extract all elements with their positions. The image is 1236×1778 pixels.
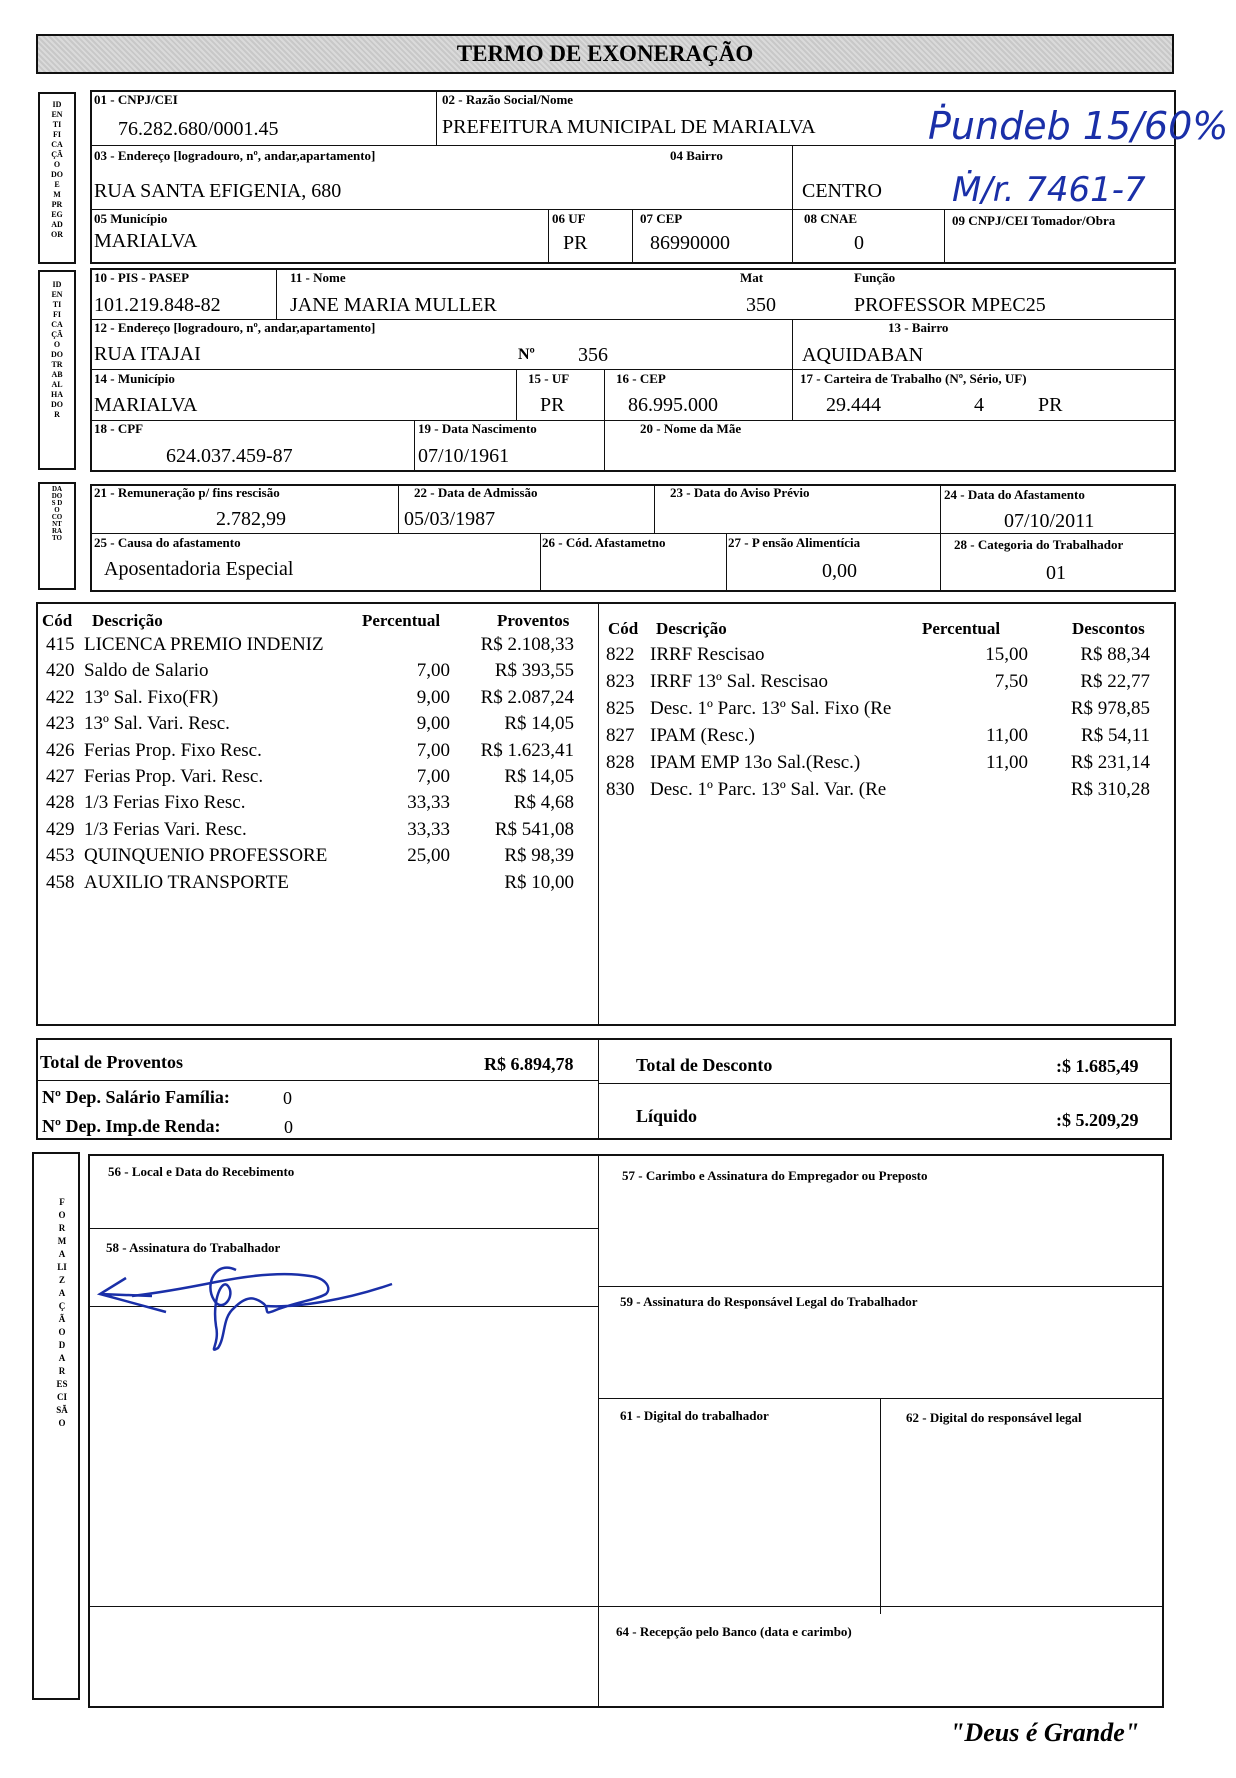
document-title: TERMO DE EXONERAÇÃO [36, 34, 1174, 74]
razao-label: 02 - Razão Social/Nome [442, 92, 574, 107]
provento-valor: R$ 2.108,33 [480, 634, 574, 655]
provento-cod: 427 [46, 766, 75, 787]
emp-municipio-label: 05 Município [94, 211, 168, 226]
wk-bairro-label: 13 - Bairro [888, 320, 949, 335]
desconto-valor: R$ 978,85 [1070, 698, 1150, 719]
dep-familia-value: 0 [283, 1088, 292, 1108]
desconto-cod: 827 [606, 725, 635, 746]
wk-municipio-value: MARIALVA [94, 394, 198, 416]
desconto-desc: IRRF Rescisao [650, 644, 765, 665]
provento-desc: 13º Sal. Fixo(FR) [84, 686, 219, 708]
provento-perc: 7,00 [416, 739, 450, 761]
afast-value: 07/10/2011 [1004, 510, 1095, 532]
emp-cep-label: 07 CEP [640, 211, 683, 226]
desconto-valor: R$ 54,11 [1081, 725, 1150, 746]
nome-label: 11 - Nome [290, 270, 346, 285]
desconto-perc: 11,00 [985, 752, 1028, 773]
worker-side-label: IDENTIFICAÇÃO DO TRABALHADOR [51, 280, 63, 419]
remun-label: 21 - Remuneração p/ fins rescisão [94, 485, 280, 500]
cod-afast-label: 26 - Cód. Afastametno [542, 535, 666, 550]
cpf-label: 18 - CPF [94, 421, 144, 436]
footer-motto: "Deus é Grande" [950, 1718, 1140, 1747]
provento-perc: 9,00 [416, 713, 450, 735]
handwritten-note-2: Ṁ/r. 7461-7 [952, 170, 1146, 210]
desc-h-cod: Cód [608, 619, 639, 638]
provento-valor: R$ 14,05 [504, 713, 574, 735]
provento-valor: R$ 10,00 [504, 871, 574, 893]
provento-valor: R$ 541,08 [494, 818, 574, 840]
pis-label: 10 - PIS - PASEP [94, 270, 190, 285]
admissao-value: 05/03/1987 [404, 508, 496, 530]
dep-familia-label: Nº Dep. Salário Família: [42, 1087, 230, 1107]
desconto-valor: R$ 88,34 [1080, 644, 1150, 665]
razao-value: PREFEITURA MUNICIPAL DE MARIALVA [442, 116, 816, 138]
nasc-value: 07/10/1961 [418, 445, 510, 467]
provento-desc: AUXILIO TRANSPORTE [84, 871, 289, 893]
provento-cod: 415 [46, 634, 75, 655]
mat-value: 350 [746, 294, 776, 316]
ctps-num: 29.444 [826, 394, 881, 416]
funcao-value: PROFESSOR MPEC25 [854, 294, 1046, 316]
categoria-value: 01 [1046, 562, 1066, 584]
desconto-cod: 830 [606, 779, 635, 800]
desc-h-perc: Percentual [922, 619, 1001, 638]
wk-bairro-value: AQUIDABAN [802, 344, 924, 366]
total-desconto-label: Total de Desconto [636, 1055, 773, 1075]
emp-bairro-value: CENTRO [802, 180, 882, 202]
wk-endereco-value: RUA ITAJAI [94, 343, 201, 365]
desconto-perc: 7,50 [994, 671, 1028, 692]
f62-label: 62 - Digital do responsável legal [906, 1410, 1082, 1425]
wk-uf-value: PR [540, 394, 565, 416]
aviso-label: 23 - Data do Aviso Prévio [670, 485, 810, 500]
emp-cep-value: 86990000 [650, 232, 730, 254]
provento-desc: Saldo de Salario [84, 660, 209, 682]
contract-side-label: DADOS DO CONTRATO [51, 485, 63, 542]
cnpj-label: 01 - CNPJ/CEI [94, 92, 178, 107]
categoria-label: 28 - Categoria do Trabalhador [954, 537, 1124, 552]
provento-valor: R$ 393,55 [494, 660, 574, 682]
nome-value: JANE MARIA MULLER [290, 294, 497, 316]
provento-valor: R$ 14,05 [504, 766, 574, 787]
desconto-cod: 822 [606, 644, 635, 665]
remun-value: 2.782,99 [216, 508, 286, 530]
emp-endereco-label: 03 - Endereço [logradouro, nº, andar,apartamento] [94, 148, 376, 163]
emp-bairro-label: 04 Bairro [670, 148, 723, 163]
desconto-desc: IRRF 13º Sal. Rescisao [650, 671, 828, 692]
total-desconto-value: :$ 1.685,49 [1056, 1056, 1139, 1076]
emp-endereco-value: RUA SANTA EFIGENIA, 680 [94, 180, 342, 202]
admissao-label: 22 - Data de Admissão [414, 485, 538, 500]
desconto-perc: 15,00 [985, 644, 1028, 665]
tomador-label: 09 CNPJ/CEI Tomador/Obra [952, 213, 1116, 228]
provento-cod: 423 [46, 713, 75, 735]
causa-value: Aposentadoria Especial [104, 558, 294, 580]
f61-label: 61 - Digital do trabalhador [620, 1408, 769, 1423]
provento-valor: R$ 98,39 [504, 845, 574, 867]
wk-uf-label: 15 - UF [528, 371, 570, 386]
provento-desc: 1/3 Ferias Vari. Resc. [84, 818, 247, 840]
provento-cod: 428 [46, 792, 75, 814]
provento-valor: R$ 2.087,24 [480, 686, 574, 708]
provento-desc: LICENCA PREMIO INDENIZ [84, 634, 324, 655]
wk-cep-label: 16 - CEP [616, 371, 666, 386]
funcao-label: Função [854, 270, 896, 285]
provento-perc: 7,00 [416, 766, 450, 787]
provento-perc: 7,00 [416, 660, 450, 682]
desconto-cod: 825 [606, 698, 635, 719]
provento-cod: 426 [46, 739, 75, 761]
cpf-value: 624.037.459-87 [166, 445, 293, 467]
employer-side-label: IDENTIFICAÇÃO DO EMPREGADOR [51, 100, 63, 239]
ctps-label: 17 - Carteira de Trabalho (Nº, Sério, UF) [800, 371, 1027, 386]
ctps-serie: 4 [974, 394, 984, 416]
prov-h-valor: Proventos [497, 611, 570, 630]
dep-renda-value: 0 [284, 1117, 293, 1137]
handwritten-note-1: Ṗundeb 15/60% [928, 104, 1229, 148]
provento-desc: QUINQUENIO PROFESSORE [84, 845, 328, 867]
provento-perc: 9,00 [416, 686, 450, 708]
formalization-side-label: FORMALIZAÇÃO DA RESCISÃO [56, 1197, 68, 1428]
desconto-cod: 823 [606, 671, 635, 692]
emp-uf-label: 06 UF [552, 211, 586, 226]
desconto-perc: 11,00 [985, 725, 1028, 746]
f58-label: 58 - Assinatura do Trabalhador [106, 1240, 281, 1255]
worker-signature [96, 1256, 406, 1356]
desc-h-valor: Descontos [1072, 619, 1145, 638]
wk-endereco-label: 12 - Endereço [logradouro, nº, andar,apartamento] [94, 320, 376, 335]
cnae-value: 0 [854, 232, 864, 254]
wk-municipio-label: 14 - Município [94, 371, 175, 386]
provento-perc: 25,00 [407, 845, 450, 867]
provento-desc: Ferias Prop. Fixo Resc. [84, 739, 262, 761]
liquido-label: Líquido [636, 1106, 698, 1126]
provento-cod: 458 [46, 871, 75, 893]
mae-label: 20 - Nome da Mãe [640, 421, 742, 436]
dep-renda-label: Nº Dep. Imp.de Renda: [42, 1116, 221, 1136]
prov-h-perc: Percentual [362, 611, 441, 630]
prov-h-desc: Descrição [92, 611, 163, 630]
f59-label: 59 - Assinatura do Responsável Legal do Trabalhador [620, 1294, 918, 1309]
f57-label: 57 - Carimbo e Assinatura do Empregador ou Preposto [622, 1168, 928, 1183]
afast-label: 24 - Data do Afastamento [944, 487, 1085, 502]
total-proventos-value: R$ 6.894,78 [484, 1054, 574, 1074]
desconto-valor: R$ 22,77 [1080, 671, 1150, 692]
pensao-label: 27 - P ensão Alimentícia [728, 535, 861, 550]
numero-label: Nº [518, 346, 535, 363]
f64-label: 64 - Recepção pelo Banco (data e carimbo) [616, 1624, 852, 1639]
cnae-label: 08 CNAE [804, 211, 858, 226]
provento-perc: 33,33 [407, 818, 450, 840]
total-proventos-label: Total de Proventos [40, 1052, 184, 1072]
provento-valor: R$ 1.623,41 [480, 739, 574, 761]
emp-municipio-value: MARIALVA [94, 230, 198, 252]
provento-cod: 422 [46, 686, 75, 708]
pensao-value: 0,00 [822, 560, 857, 582]
provento-desc: Ferias Prop. Vari. Resc. [84, 766, 264, 787]
mat-label: Mat [740, 270, 764, 285]
pis-value: 101.219.848-82 [94, 294, 221, 316]
nasc-label: 19 - Data Nascimento [418, 421, 537, 436]
prov-h-cod: Cód [42, 611, 73, 630]
desconto-valor: R$ 310,28 [1070, 779, 1150, 800]
desconto-valor: R$ 231,14 [1070, 752, 1150, 773]
desconto-desc: Desc. 1º Parc. 13º Sal. Fixo (Re [650, 698, 892, 719]
desconto-cod: 828 [606, 752, 635, 773]
desconto-desc: Desc. 1º Parc. 13º Sal. Var. (Re [650, 779, 887, 800]
desconto-desc: IPAM (Resc.) [650, 725, 755, 746]
desconto-desc: IPAM EMP 13o Sal.(Resc.) [650, 752, 861, 773]
ctps-uf: PR [1038, 394, 1063, 416]
causa-label: 25 - Causa do afastamento [94, 535, 241, 550]
f56-label: 56 - Local e Data do Recebimento [108, 1164, 295, 1179]
provento-desc: 1/3 Ferias Fixo Resc. [84, 792, 246, 814]
liquido-value: :$ 5.209,29 [1056, 1110, 1139, 1130]
emp-uf-value: PR [563, 232, 588, 254]
provento-valor: R$ 4,68 [513, 792, 574, 814]
provento-cod: 453 [46, 845, 75, 867]
provento-desc: 13º Sal. Vari. Resc. [84, 713, 230, 735]
provento-perc: 33,33 [407, 792, 450, 814]
provento-cod: 429 [46, 818, 75, 840]
provento-cod: 420 [46, 660, 75, 682]
desc-h-desc: Descrição [656, 619, 727, 638]
numero-value: 356 [578, 344, 608, 366]
wk-cep-value: 86.995.000 [628, 394, 718, 416]
cnpj-value: 76.282.680/0001.45 [118, 118, 279, 140]
